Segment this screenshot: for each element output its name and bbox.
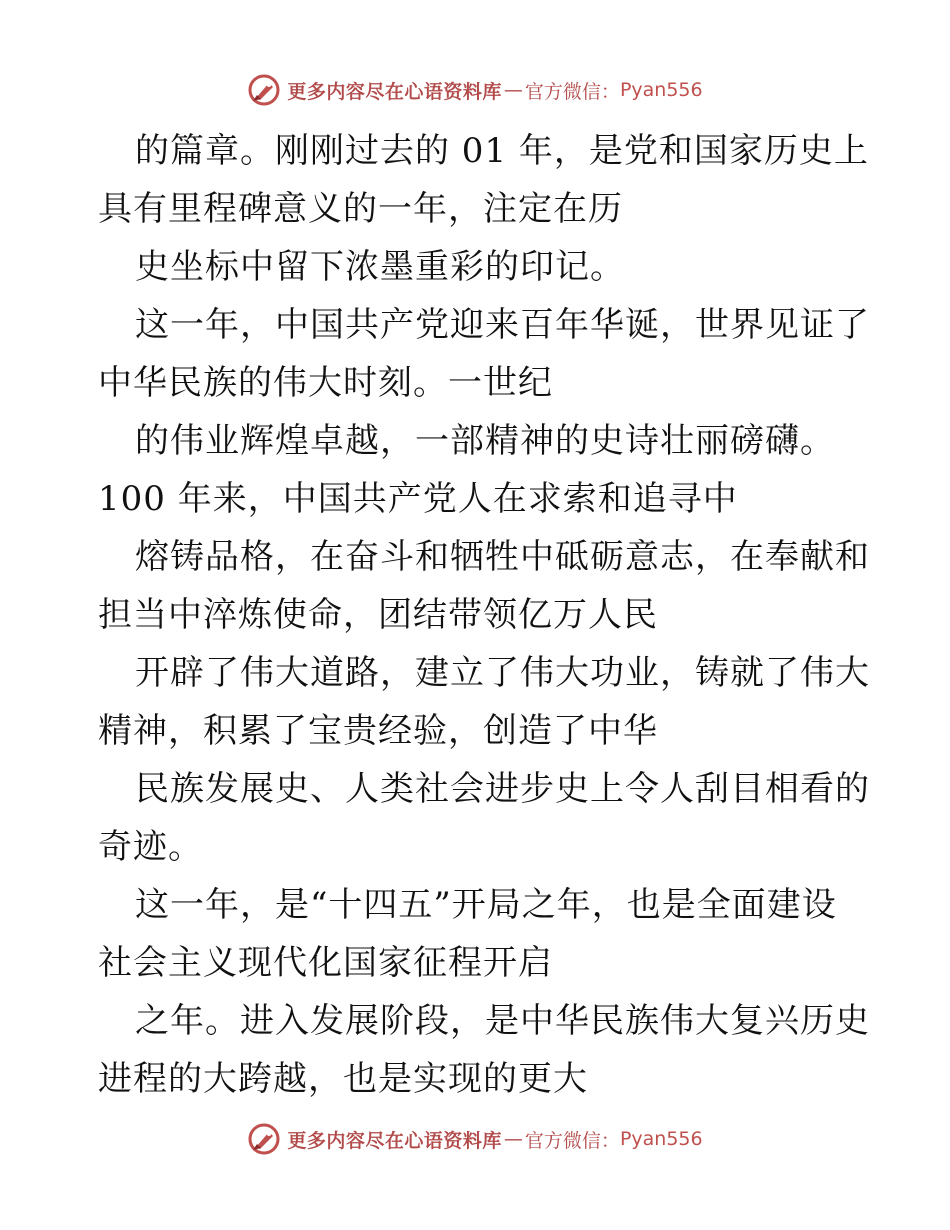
text-line: 的篇章。刚刚过去的 01 年，是党和国家历史上 [135,131,869,171]
text-line: 具有里程碑意义的一年，注定在历 [98,189,623,229]
pen-nib-logo-icon [247,73,281,107]
text-line: 熔铸品格，在奋斗和牺牲中砥砺意志，在奉献和 [135,537,870,577]
text-line: 史坐标中留下浓墨重彩的印记。 [135,247,625,287]
text-line: 精神，积累了宝贵经验，创造了中华 [98,711,658,751]
text-line: 进程的大跨越，也是实现的更大 [98,1059,588,1099]
text-line: 开辟了伟大道路，建立了伟大功业，铸就了伟大 [135,653,870,693]
text-line: 这一年，中国共产党迎来百年华诞，世界见证了 [135,305,870,345]
header-banner [0,70,950,110]
text-line: 这一年，是“十四五”开局之年，也是全面建设 [135,885,837,925]
text-line: 社会主义现代化国家征程开启 [98,943,553,983]
text-line: 之年。进入发展阶段，是中华民族伟大复兴历史 [135,1001,870,1041]
banner-separator: — [503,79,523,101]
footer-banner [0,1119,950,1159]
text-line: 的伟业辉煌卓越，一部精神的史诗壮丽磅礴。 [135,421,835,461]
banner-text: 更多内容尽在心语资料库 [287,80,502,103]
text-line: 中华民族的伟大时刻。一世纪 [98,363,553,403]
banner-separator: — [503,1128,523,1150]
banner-wechat-id: Pyan556 [619,79,703,101]
banner-wechat-id: Pyan556 [619,1128,703,1150]
banner-wechat-label: 官方微信： [524,80,620,103]
banner-text: 更多内容尽在心语资料库 [287,1129,502,1152]
text-line: 民族发展史、人类社会进步史上令人刮目相看的 [135,769,870,809]
text-line: 100 年来，中国共产党人在求索和追寻中 [98,479,738,519]
banner-wechat-label: 官方微信： [524,1129,620,1152]
document-body [98,122,870,1108]
pen-nib-logo-icon [247,1122,281,1156]
text-line: 担当中淬炼使命，团结带领亿万人民 [98,595,658,635]
text-line: 奇迹。 [98,827,203,867]
